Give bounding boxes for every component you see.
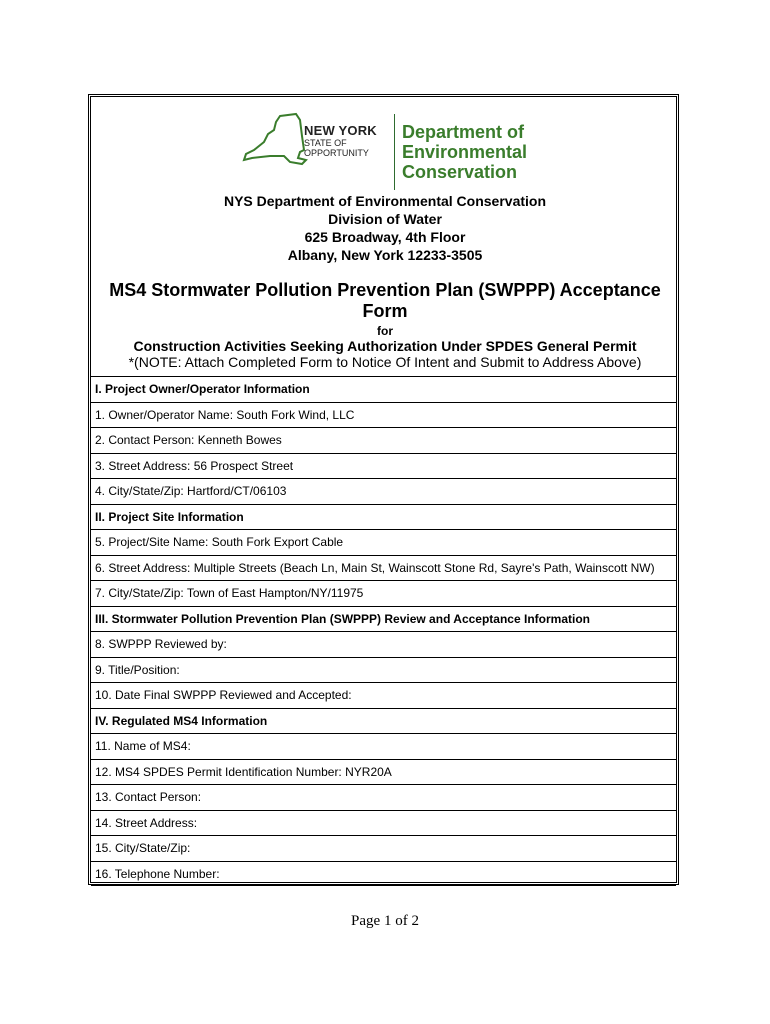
form-fields-table: [91, 376, 676, 886]
form-field-row[interactable]: 14. Street Address:: [91, 810, 676, 836]
form-field-row[interactable]: 3. Street Address: 56 Prospect Street: [91, 453, 676, 479]
form-field-row[interactable]: 13. Contact Person:: [91, 784, 676, 810]
address-line: 625 Broadway, 4th Floor: [304, 229, 466, 245]
form-field-row[interactable]: 15. City/State/Zip:: [91, 835, 676, 861]
form-field-row[interactable]: 1. Owner/Operator Name: South Fork Wind, LLC: [91, 402, 676, 428]
dec-line1: Department of: [402, 122, 525, 142]
dec-wordmark: [402, 122, 527, 182]
address-line: Division of Water: [328, 211, 442, 227]
form-for: for: [377, 324, 393, 338]
section-header: II. Project Site Information: [91, 504, 676, 530]
page-number: Page 1 of 2: [351, 913, 419, 929]
nys-dec-logo: [240, 112, 540, 192]
form-field-row[interactable]: 11. Name of MS4:: [91, 733, 676, 759]
form-field-row[interactable]: 2. Contact Person: Kenneth Bowes: [91, 427, 676, 453]
form-field-row[interactable]: 7. City/State/Zip: Town of East Hampton/NY/11975: [91, 580, 676, 606]
section-header: IV. Regulated MS4 Information: [91, 708, 676, 734]
form-field-row[interactable]: 4. City/State/Zip: Hartford/CT/06103: [91, 478, 676, 504]
form-title: [90, 280, 680, 322]
dec-line2: Environmental: [402, 142, 528, 162]
form-title-line2: Form: [362, 301, 408, 321]
address-line: NYS Department of Environmental Conservation: [223, 193, 547, 209]
form-field-row[interactable]: 16. Telephone Number:: [91, 861, 676, 887]
form-note: *(NOTE: Attach Completed Form to Notice Of Intent and Submit to Address Above): [128, 354, 642, 370]
ny-wordmark: [304, 124, 377, 158]
form-subtitle: Construction Activities Seeking Authorization Under SPDES General Permit: [133, 338, 637, 354]
dec-line3: Conservation: [402, 162, 518, 182]
form-field-row[interactable]: 8. SWPPP Reviewed by:: [91, 631, 676, 657]
ny-line1: NEW YORK: [304, 123, 377, 138]
form-title-line1: MS4 Stormwater Pollution Prevention Plan (SWPPP) Acceptance: [109, 280, 661, 300]
address-line: Albany, New York 12233-3505: [287, 247, 483, 263]
form-field-row[interactable]: 5. Project/Site Name: South Fork Export Cable: [91, 529, 676, 555]
form-field-row[interactable]: 10. Date Final SWPPP Reviewed and Accepted:: [91, 682, 676, 708]
section-header: III. Stormwater Pollution Prevention Plan (SWPPP) Review and Acceptance Information: [91, 606, 676, 632]
section-header: I. Project Owner/Operator Information: [91, 376, 676, 402]
form-field-row[interactable]: 12. MS4 SPDES Permit Identification Number: NYR20A: [91, 759, 676, 785]
form-field-row[interactable]: 6. Street Address: Multiple Streets (Beach Ln, Main St, Wainscott Stone Rd, Sayre's Path, Wainscott NW): [91, 555, 676, 581]
ny-line3: OPPORTUNITY: [304, 148, 369, 158]
form-field-row[interactable]: 9. Title/Position:: [91, 657, 676, 683]
ny-line2: STATE OF: [304, 138, 347, 148]
agency-address: [90, 192, 680, 264]
logo-divider: [394, 114, 395, 190]
new-york-state-icon: [240, 112, 310, 168]
